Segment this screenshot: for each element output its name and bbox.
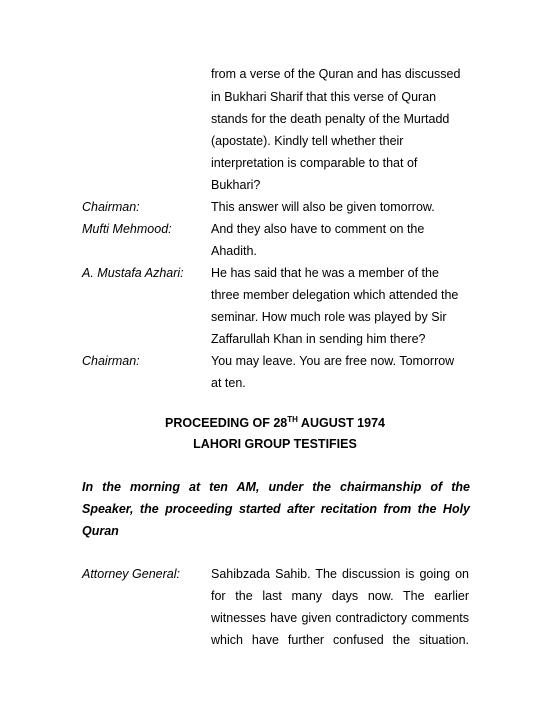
text-line: You may leave. You are free now. Tomorrow: [211, 354, 455, 368]
intro-line: Speaker, the proceeding started after recitation from the Holy: [82, 502, 470, 516]
section-heading: PROCEEDING OF 28TH AUGUST 1974: [165, 414, 385, 430]
intro-line: In the morning at ten AM, under the chairmanship of the: [82, 480, 470, 494]
text-line: three member delegation which attended the: [211, 288, 459, 302]
speaker-label: Chairman:: [82, 200, 140, 214]
text-line: from a verse of the Quran and has discussed: [211, 67, 461, 81]
speaker-label: Chairman:: [82, 354, 140, 368]
text-line: Zaffarullah Khan in sending him there?: [211, 332, 426, 346]
text-line: And they also have to comment on the: [211, 222, 425, 236]
text-line: Bukhari?: [211, 178, 261, 192]
text-line: in Bukhari Sharif that this verse of Quran: [211, 90, 437, 104]
text-line: stands for the death penalty of the Murtadd: [211, 112, 450, 126]
text-line: at ten.: [211, 376, 246, 390]
section-subheading: LAHORI GROUP TESTIFIES: [193, 437, 357, 451]
text-line: This answer will also be given tomorrow.: [211, 200, 435, 214]
text-line: seminar. How much role was played by Sir: [211, 310, 447, 324]
speaker-label: Attorney General:: [82, 567, 180, 581]
text-line: witnesses have given contradictory comments: [211, 611, 469, 625]
intro-line: Quran: [82, 524, 119, 538]
text-line: Ahadith.: [211, 244, 257, 258]
text-line: He has said that he was a member of the: [211, 266, 439, 280]
text-line: (apostate). Kindly tell whether their: [211, 134, 404, 148]
speaker-label: Mufti Mehmood:: [82, 222, 172, 236]
text-line: interpretation is comparable to that of: [211, 156, 418, 170]
text-line: Sahibzada Sahib. The discussion is going on: [211, 567, 469, 581]
text-line: which have further confused the situation.: [211, 633, 469, 647]
speaker-label: A. Mustafa Azhari:: [82, 266, 184, 280]
text-line: for the last many days now. The earlier: [211, 589, 469, 603]
